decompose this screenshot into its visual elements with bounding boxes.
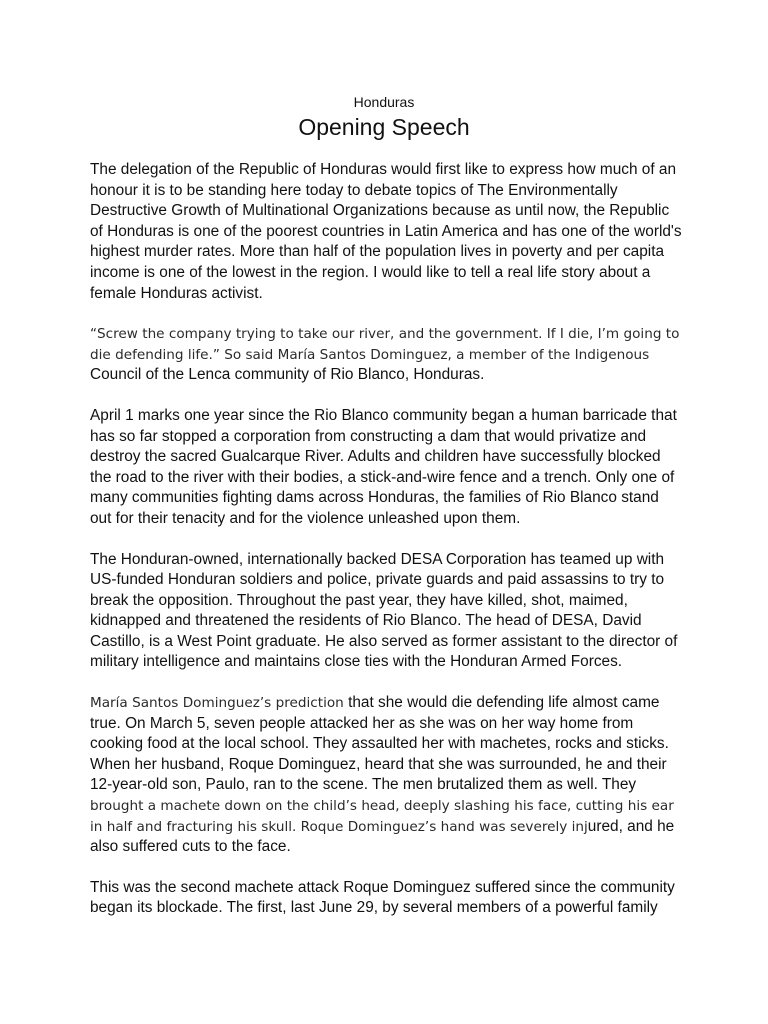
- document-body: [90, 160, 684, 919]
- quote-attribution-rest: Council of the Lenca community of Rio Blanco, Honduras.: [90, 366, 485, 384]
- paragraph-second-attack: This was the second machete attack Roque Dominguez suffered since the community began its blockade. The first, last June 29, by several members of a powerful family: [90, 878, 675, 917]
- document-title: Opening Speech: [298, 114, 470, 140]
- paragraph-introduction: The delegation of the Republic of Honduras would first like to express how much of an honour it is to be standing here today to debate topics of The Environmentally Destructive Growth of Multinational Organizations because as until now, the Republic of Honduras is one of the poorest countries in Latin America and has one of the world's highest murder rates. More than half of the population lives in poverty and per capita income is one of the lowest in the region. I would like to tell a real life story about a female Honduras activist.: [90, 161, 682, 302]
- paragraph-desa-corporation: The Honduran-owned, internationally backed DESA Corporation has teamed up with US-funded Honduran soldiers and police, private guards and paid assassins to try to break the opposition. Throughout the past year, they have killed, shot, maimed, kidnapped and threatened the residents of Rio Blanco. The head of DESA, David Castillo, is a West Point graduate. He also served as former assistant to the director of military intelligence and maintains close ties with the Honduran Armed Forces.: [90, 550, 678, 671]
- quote-text: “Screw the company trying to take our river, and the government. If I die, I’m going to die defending life.” So said María Santos Dominguez, a member of the Indigenous: [90, 326, 680, 363]
- attack-text-b: that she would die defending life almost came true. On March 5, seven people attacked her as she was on her way home from cooking food at the local school. They assaulted her with machetes, rocks and sticks. When her husband, Roque Dominguez, heard that she was surrounded, he and their 12-year-old son, Paulo, ran to the scene. The men brutalized them as well. They: [90, 694, 669, 794]
- document-country-heading: Honduras: [353, 94, 415, 110]
- paragraph-quote: [90, 324, 684, 386]
- paragraph-barricade: April 1 marks one year since the Rio Blanco community began a human barricade that has so far stopped a corporation from constructing a dam that would privatize and destroy the sacred Gualcarque River. Adults and children have successfully blocked the road to the river with their bodies, a stick-and-wire fence and a trench. Only one of many communities fighting dams across Honduras, the families of Rio Blanco stand out for their tenacity and for the violence unleashed upon them.: [90, 406, 677, 527]
- paragraph-attack: [90, 693, 684, 858]
- attack-text-a: María Santos Dominguez’s prediction: [90, 695, 344, 712]
- attack-text-c: brought a machete down on the child’s head, deeply slashing his face, cutting his ear in half and fracturing his skull. Roque Dominguez’s hand was severely inj: [90, 798, 674, 835]
- attack-text-d: ured, and he also suffered cuts to the face.: [90, 817, 675, 856]
